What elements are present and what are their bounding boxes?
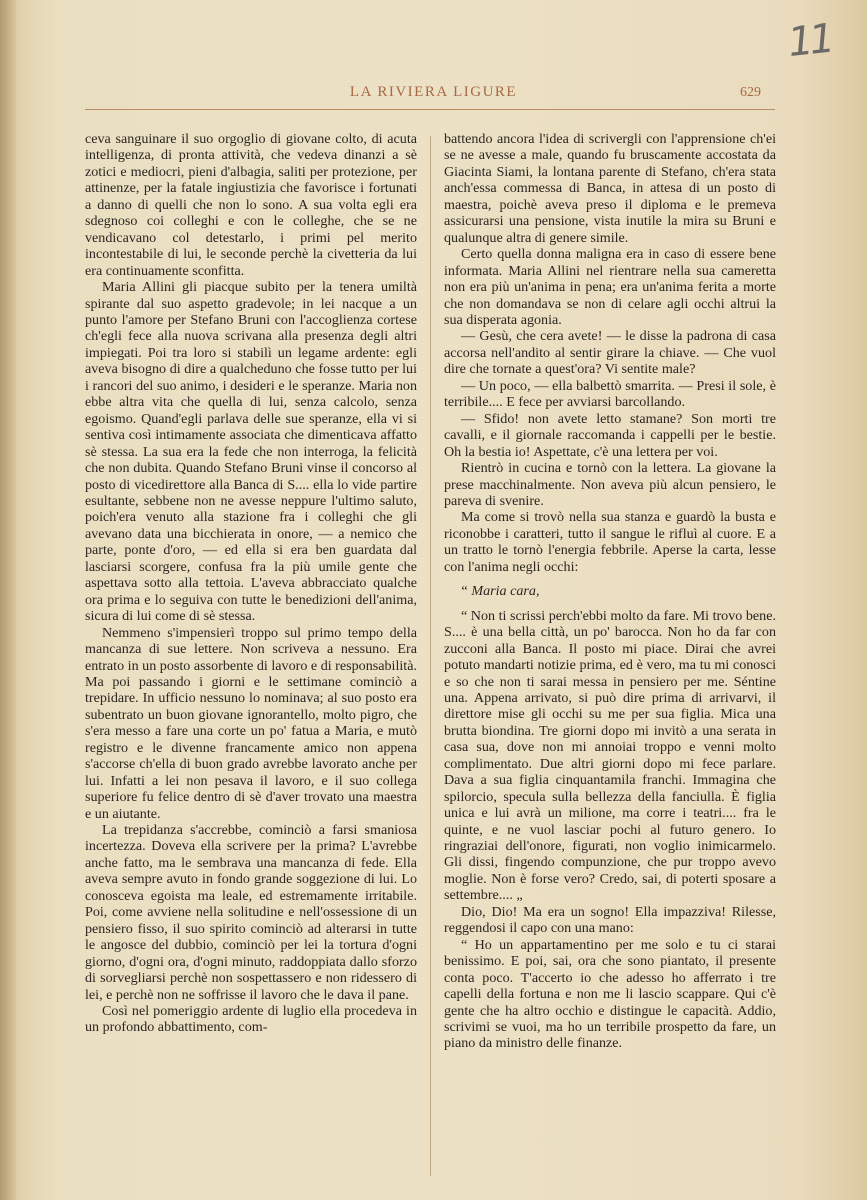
paragraph: Certo quella donna maligna era in caso di essere bene informata. Maria Allini nel rientrare nella sua cameretta non era più un'anima in pena; era un'anima ferita a morte che non domandava se non di celare agli occhi altrui la sua disperata agonia. (444, 246, 776, 328)
paragraph: Rientrò in cucina e tornò con la lettera. La giovane la prese macchinalmente. Non aveva più alcun pensiero, le pareva di svenire. (444, 460, 776, 509)
right-column (444, 131, 776, 1052)
paragraph: Maria Allini gli piacque subito per la tenera umiltà spirante dal suo aspetto gradevole; in lei nacque a un punto l'amore per Stefano Bruni con l'accoglienza cortese ch'egli fece alla nuova scrivana alla presenza degli altri impiegati. Poi tra loro si stabilì un legame ardente: egli aveva bisogno di dire a qualcheduno che fosse tutto per lui i rancori del suo animo, i desideri e le speranze. Maria non ebbe altra vita che quella di lui, senza calcolo, senza egoismo. Quand'egli parlava delle sue speranze, ella vi si sentiva così intimamente associata che dimenticava affatto sè stessa. La sua era la fede che non interroga, la felicità che non dubita. Quando Stefano Bruni vinse il concorso al posto di vicedirettore alla Banca di S.... ella lo vide partire esultante, sebbene non ne avesse neppure l'ultimo saluto, poich'era venuto alla stazione fra i colleghi che gli avevano data una bicchierata in onore, — a nemico che parte, ponte d'oro, — ed ella si era ben guardata dal lasciarsi scorgere, confusa fra la più umile gente che aspettava sotto alla tettoia. L'aveva abbracciato qualche ora prima e lo seguiva con tutte le benedizioni dell'anima, sicura di lui come di sè stessa. (85, 279, 417, 625)
paragraph: Dio, Dio! Ma era un sogno! Ella impazziva! Rilesse, reggendosi il capo con una mano: (444, 903, 776, 937)
paragraph: Ma come si trovò nella sua stanza e guardò la busta e riconobbe i caratteri, tutto il sangue le rifluì al cuore. E a un tratto le tornò l'energia febbrile. Aperse la carta, lesse con l'anima negli occhi: (444, 509, 776, 575)
left-column (85, 131, 417, 1036)
letter-paragraph: “ Ho un appartamentino per me solo e tu ci starai benissimo. E poi, sai, ora che sono piantato, il presente conta poco. T'accerto io che adesso ho afferrato i tre capelli della fortuna e non me li lascio scappare. Qui c'è gente che ha altro occhio e distingue le capacità. Addio, scrivimi se vuoi, ma ho un terribile prospetto da fare, un piano da ministro delle finanze. (444, 936, 776, 1052)
paragraph: battendo ancora l'idea di scrivergli con l'apprensione ch'ei se ne avesse a male, quando fu bruscamente accostata da Giacinta Siami, la lontana parente di Stefano, ch'era stata anch'essa commessa di Banca, in attesa di un posto di maestra, poichè aveva preso il diploma e le premeva assicurarsi una pensione, vista inutile la mira su Bruni e qualunque altra di genere simile. (444, 131, 776, 246)
paragraph: Così nel pomeriggio ardente di luglio ella procedeva in un profondo abbattimento, com- (85, 1003, 417, 1036)
running-title: LA RIVIERA LIGURE (349, 84, 518, 100)
letter-salutation: “ Maria cara, (460, 583, 540, 600)
column-divider (430, 136, 431, 1176)
paragraph: La trepidanza s'accrebbe, cominciò a farsi smaniosa incertezza. Doveva ella scrivere per la prima? L'avrebbe anche fatto, ma le sembrava una mancanza di fede. Ella aveva sempre avuto in fondo grande soggezione di lui. Lo conosceva egoista ma leale, ed estremamente irritabile. Poi, come avviene nella solitudine e nell'ossessione di un pensiero fisso, il suo spirito cominciò ad alterarsi in tutte le angosce del dubbio, cominciò per lei la tortura d'ogni giorno, d'ogni ora, d'ogni minuto, raddoppiata dallo sforzo di sorvegliarsi perchè non sospettassero e non ridessero di lei, e perchè non ne soffrisse il lavoro che le dava il pane. (85, 822, 417, 1003)
header-rule (85, 109, 775, 110)
dialogue-line: — Gesù, che cera avete! — le disse la padrona di casa accorsa nell'andito al sentir girare la chiave. — Che vuol dire che tornate a quest'ora? Vi sentite male? (444, 328, 776, 378)
paragraph: ceva sanguinare il suo orgoglio di giovane colto, di acuta intelligenza, di pronta attività, che vedeva dinanzi a sè zotici e mediocri, pieni d'albagia, saliti per protezione, per attinenze, per la fatale ingiustizia che favorisce i fortunati a danno di quelli che non lo sono. A sua volta egli era sdegnoso coi colleghi e con le colleghe, che se ne vendicavano col detestarlo, i primi pel merito incontestabile di lui, le seconde perchè la civetteria da lui era continuamente sconfitta. (85, 131, 417, 279)
page-edge (0, 0, 16, 1200)
dialogue-line: — Sfido! non avete letto stamane? Son morti tre cavalli, e il giornale raccomanda i cappelli per le bestie. Oh la bestia io! Aspettate, c'è una lettera per voi. (444, 410, 776, 460)
page-number: 629 (740, 85, 761, 100)
letter-paragraph: “ Non ti scrissi perch'ebbi molto da fare. Mi trovo bene. S.... è una bella città, un po' barocca. Non ho da far con zucconi alla Banca. Il posto mi piace. Dirai che avrei potuto mandarti notizie prima, ed è vero, ma tu mi conosci e so che non ti sarai messa in pensiero per me. Séntine una. Appena arrivato, si può dire prima di arrivarvi, il direttore mise gli occhi su me per sua figlia. Mica una brutta biondina. Tre giorni dopo mi invitò a una serata in casa sua, dove non mi annoiai troppo e venni molto complimentato. Due altri giorni dopo mi fece parlare. Dava a sua figlia cinquantamila franchi. Immagina che spilorcio, specula sulla bellezza della fanciulla. È figlia unica e lui avrà un milione, ma corre i teatri.... fra le quinte, e ne vuol lasciar pochi al futuro genero. Io ringraziai dell'onore, figurati, non voglio inimicarmelo. Gli dissi, fingendo compunzione, che pur troppo avevo moglie. Non è forse vero? Credo, sai, di poterti sposare a settembre.... „ (444, 607, 776, 904)
pencil-annotation: 11 (785, 15, 834, 67)
paragraph: Nemmeno s'impensierì troppo sul primo tempo della mancanza di sue lettere. Non scriveva a nessuno. Era entrato in un posto assorbente di lavoro e di responsabilità. Ma poi passando i giorni e le settimane cominciò a trepidare. In ufficio nessuno lo nominava; al suo posto era subentrato un buon giovane ignorantello, molto pigro, che s'era messo a fare una corte un po' fatua a Maria, e mutò registro e le divenne francamente amico non appena s'accorse ch'ella di buon grado avrebbe lavorato anche per lui. Infatti a lei non pesava il lavoro, e il suo collega superiore fu felice dentro di sè d'aver trovato una maestra e un aiutante. (85, 624, 417, 822)
dialogue-line: — Un poco, — ella balbettò smarrita. — Presi il sole, è terribile.... E fece per avviarsi barcollando. (444, 377, 776, 411)
